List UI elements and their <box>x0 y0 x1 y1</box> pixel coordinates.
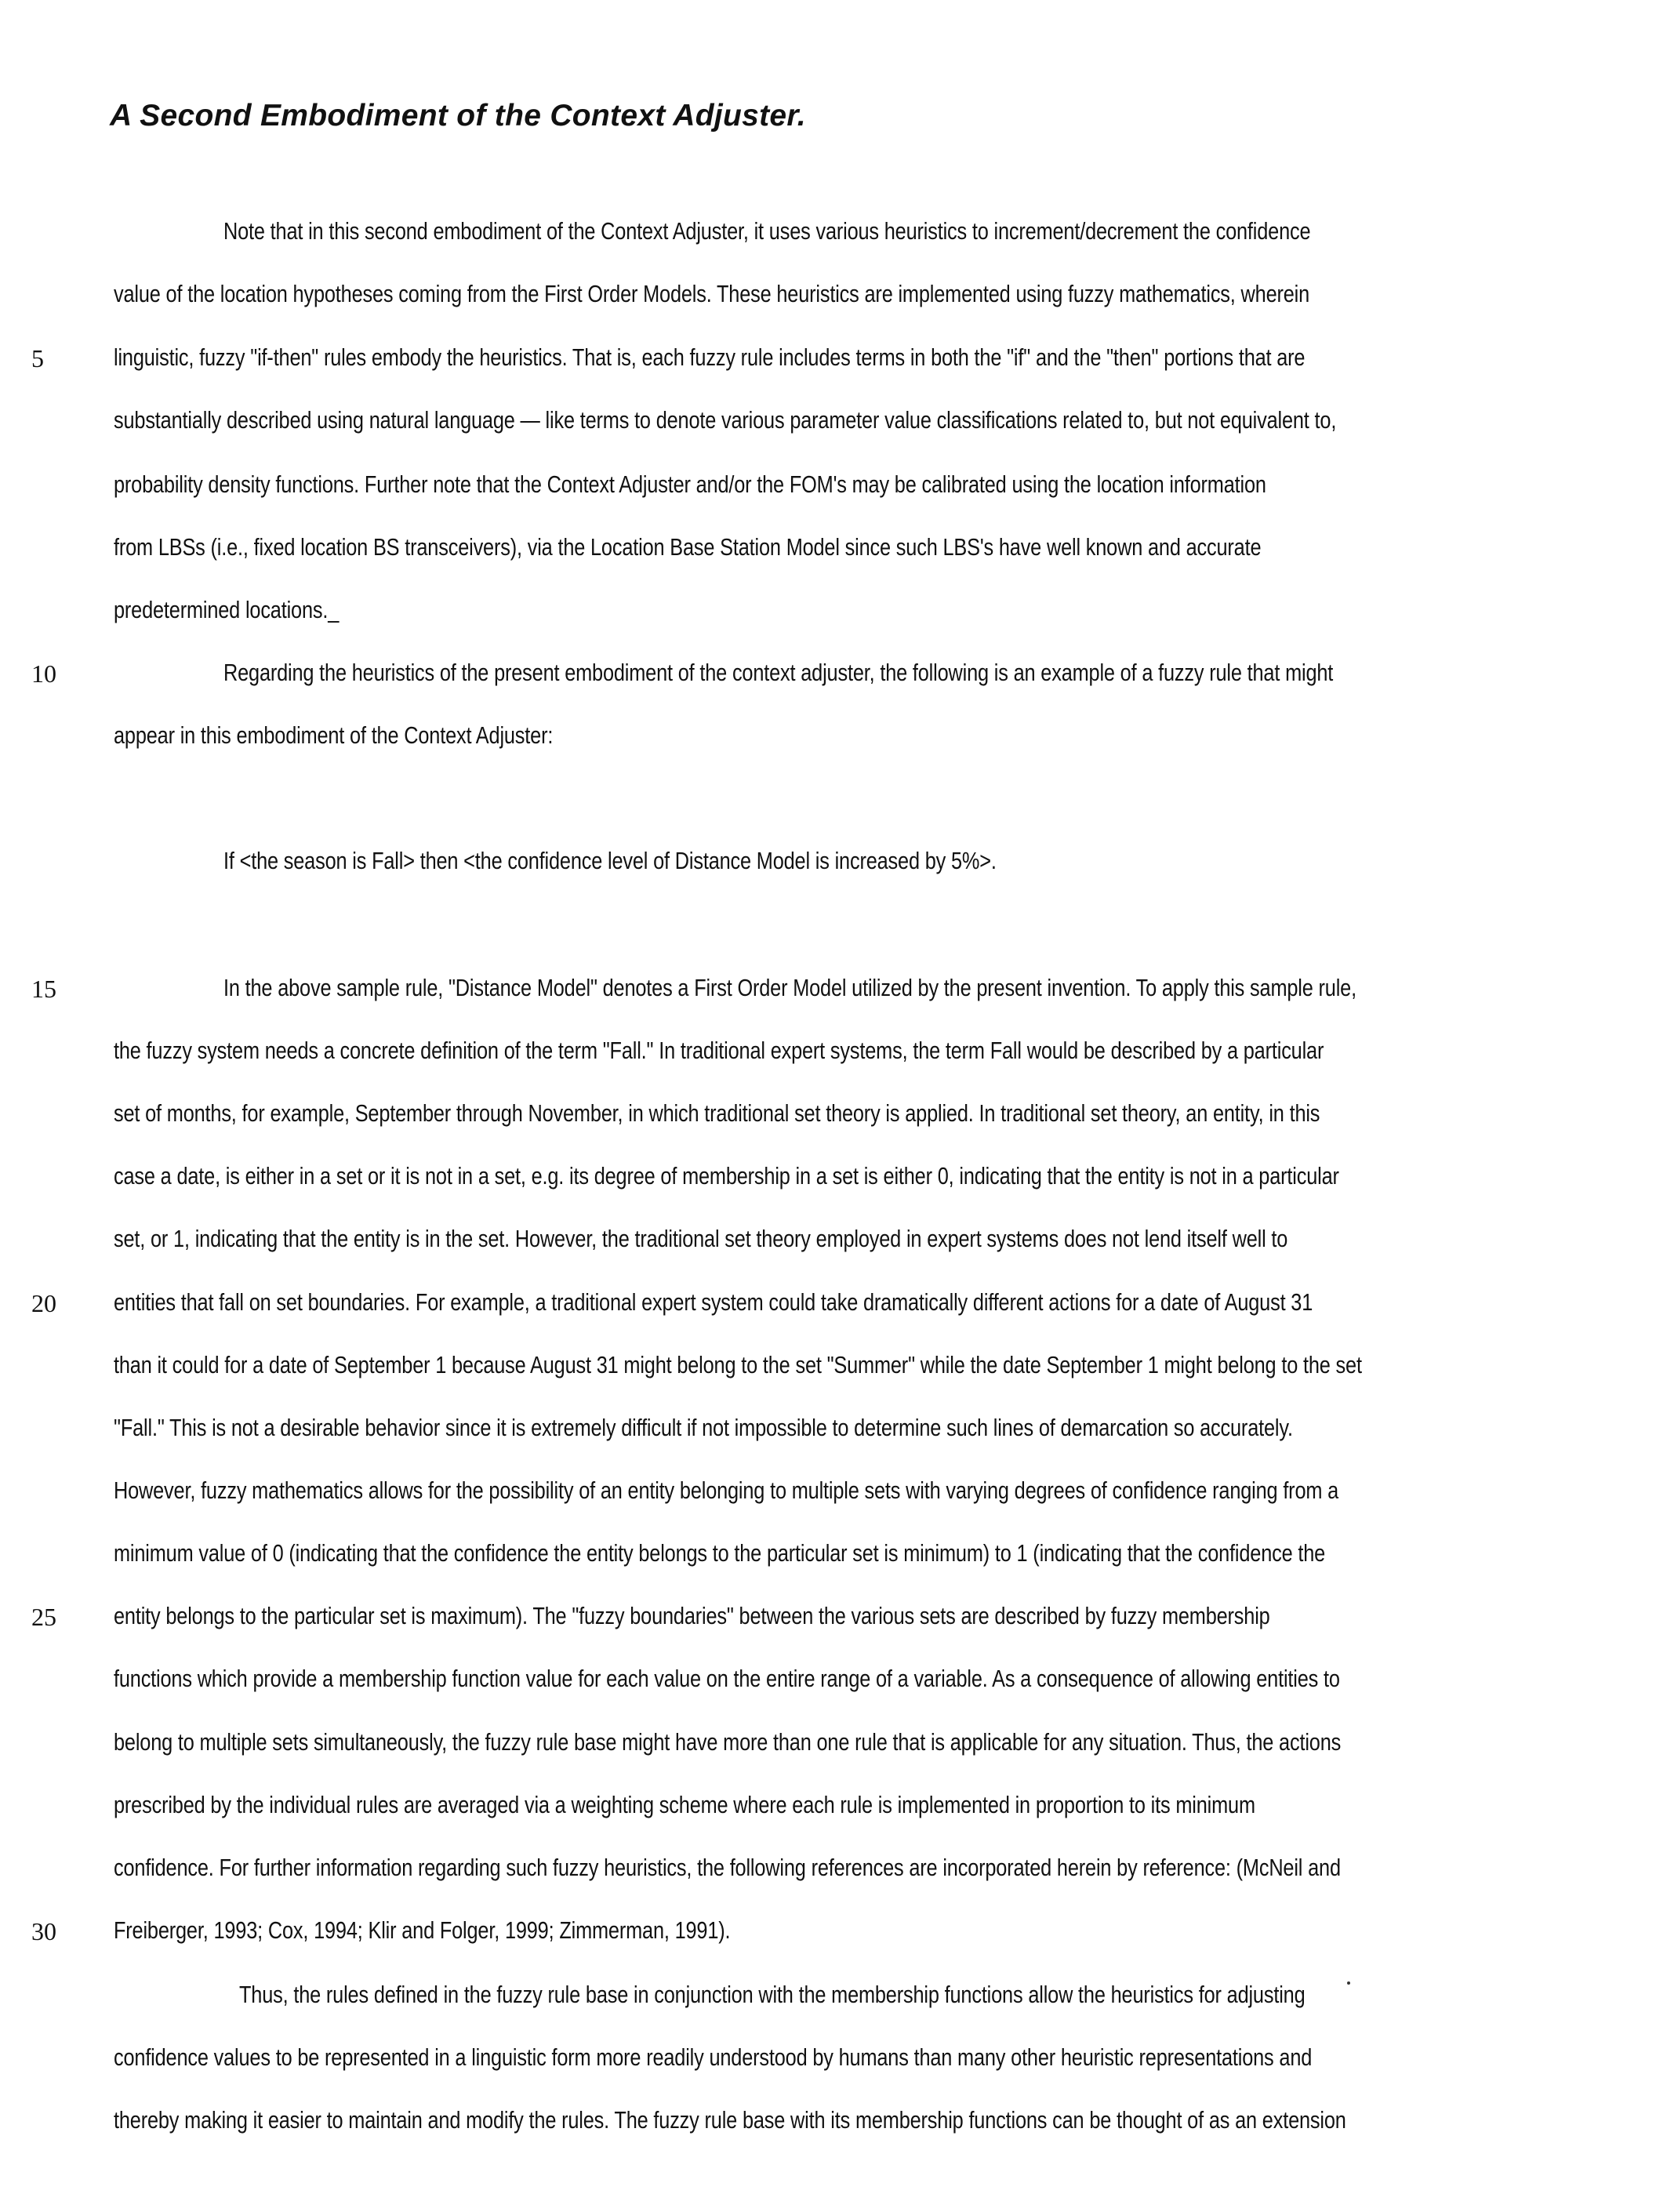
text-line: Freiberger, 1993; Cox, 1994; Klir and Folger, 1999; Zimmerman, 1991). <box>114 1917 731 1944</box>
line-number: 25 <box>31 1603 56 1631</box>
fuzzy-rule-example: If <the season is Fall> then <the confidence level of Distance Model is increased by 5%>. <box>223 848 997 874</box>
line-number: 5 <box>31 344 44 372</box>
text-line: confidence values to be represented in a linguistic form more readily understood by humans than many other heuristic representations and <box>114 2044 1313 2071</box>
text-line: However, fuzzy mathematics allows for the possibility of an entity belonging to multiple sets with varying degrees of confidence ranging from a <box>114 1477 1339 1504</box>
text-line: belong to multiple sets simultaneously, the fuzzy rule base might have more than one rule that is applicable for any situation. Thus, the actions <box>114 1729 1342 1756</box>
scan-speck <box>1347 1981 1350 1985</box>
text-line: from LBSs (i.e., fixed location BS transceivers), via the Location Base Station Model since such LBS's have well known and accurate <box>114 534 1262 561</box>
text-line: prescribed by the individual rules are averaged via a weighting scheme where each rule is implemented in proportion to its minimum <box>114 1792 1255 1818</box>
text-line: case a date, is either in a set or it is not in a set, e.g. its degree of membership in a set is either 0, indicating that the entity is not in a particular <box>114 1163 1339 1190</box>
line-number: 20 <box>31 1289 56 1317</box>
line-number: 10 <box>31 659 56 688</box>
text-line: appear in this embodiment of the Context Adjuster: <box>114 722 554 749</box>
text-line: the fuzzy system needs a concrete definition of the term "Fall." In traditional expert systems, the term Fall would be described by a particular <box>114 1037 1324 1064</box>
text-line: functions which provide a membership function value for each value on the entire range of a variable. As a consequence of allowing entities to <box>114 1665 1340 1692</box>
text-line: "Fall." This is not a desirable behavior since it is extremely difficult if not impossible to determine such lines of demarcation so accurately. <box>114 1415 1293 1441</box>
text-line: substantially described using natural language — like terms to denote various parameter value classifications related to, but not equivalent to, <box>114 407 1337 434</box>
line-number: 30 <box>31 1917 56 1945</box>
text-line: confidence. For further information regarding such fuzzy heuristics, the following references are incorporated herein by reference: (McNeil and <box>114 1854 1341 1881</box>
text-line: Thus, the rules defined in the fuzzy rule base in conjunction with the membership functions allow the heuristics for adjusting <box>239 1981 1306 2008</box>
line-number: 15 <box>31 975 56 1003</box>
section-heading: A Second Embodiment of the Context Adjuster. <box>110 99 806 133</box>
text-line: set, or 1, indicating that the entity is in the set. However, the traditional set theory employed in expert systems does not lend itself well to <box>114 1226 1288 1252</box>
text-line: than it could for a date of September 1 because August 31 might belong to the set "Summer" while the date September 1 might belong to the set <box>114 1352 1362 1378</box>
text-line: linguistic, fuzzy "if-then" rules embody the heuristics. That is, each fuzzy rule includes terms in both the "if" and the "then" portions that are <box>114 344 1306 371</box>
text-line: entity belongs to the particular set is maximum). The "fuzzy boundaries" between the various sets are described by fuzzy membership <box>114 1603 1270 1629</box>
text-line: value of the location hypotheses coming from the First Order Models. These heuristics are implemented using fuzzy mathematics, wherein <box>114 281 1310 307</box>
text-line: probability density functions. Further note that the Context Adjuster and/or the FOM's may be calibrated using the location information <box>114 471 1266 498</box>
text-line: predetermined locations._ <box>114 597 340 623</box>
text-line: set of months, for example, September through November, in which traditional set theory is applied. In traditional set theory, an entity, in this <box>114 1100 1320 1127</box>
text-line: Regarding the heuristics of the present embodiment of the context adjuster, the following is an example of a fuzzy rule that might <box>223 659 1334 686</box>
text-line: entities that fall on set boundaries. For example, a traditional expert system could take dramatically different actions for a date of August 31 <box>114 1289 1313 1316</box>
text-line: In the above sample rule, "Distance Model" denotes a First Order Model utilized by the present invention. To apply this sample rule, <box>223 975 1356 1001</box>
text-line: minimum value of 0 (indicating that the confidence the entity belongs to the particular set is minimum) to 1 (indicating that the confidence the <box>114 1540 1326 1567</box>
text-line: thereby making it easier to maintain and modify the rules. The fuzzy rule base with its membership functions can be thought of as an extension <box>114 2107 1346 2134</box>
text-line: Note that in this second embodiment of the Context Adjuster, it uses various heuristics to increment/decrement the confidence <box>223 218 1311 245</box>
